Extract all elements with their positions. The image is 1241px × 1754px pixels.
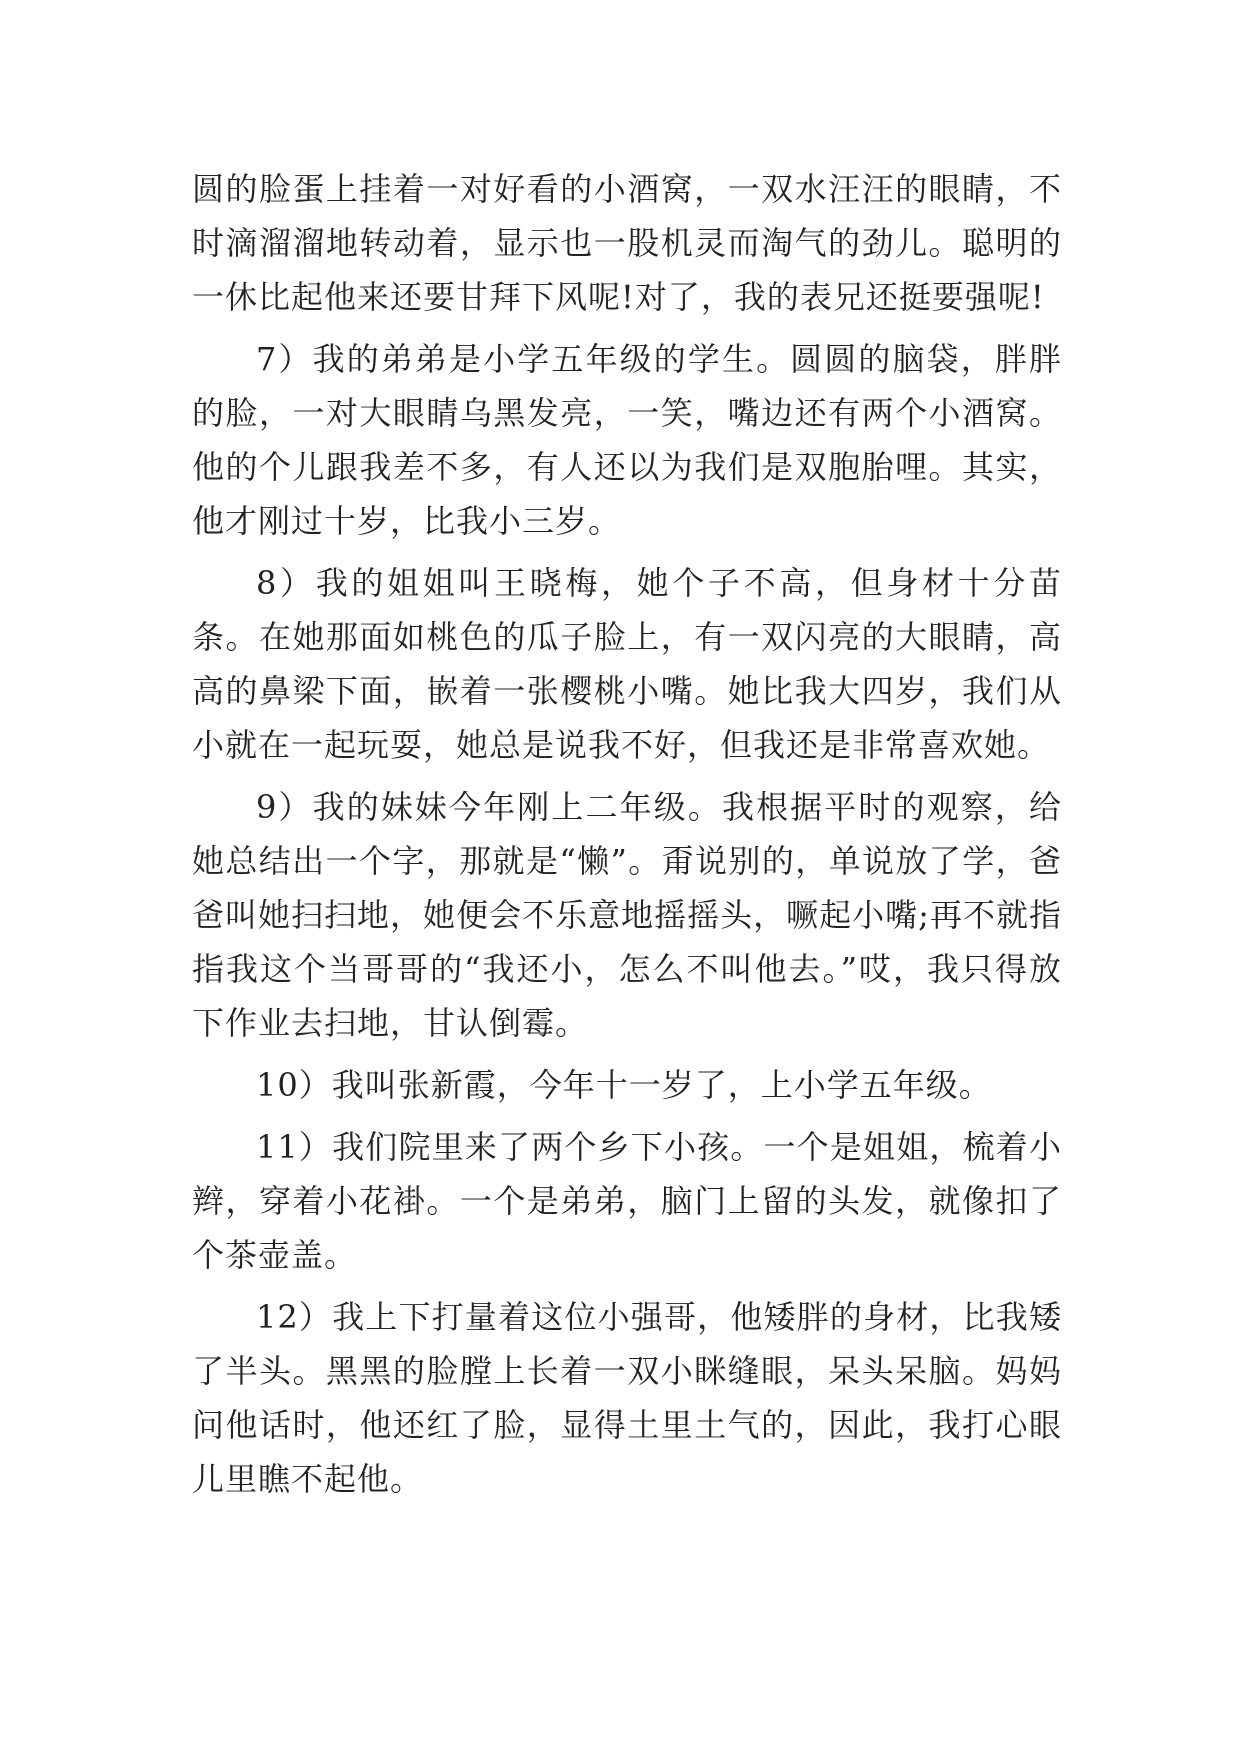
paragraph-continuation: 圆的脸蛋上挂着一对好看的小酒窝，一双水汪汪的眼睛，不时滴溜溜地转动着，显示也一股机灵而淘气的劲儿。聪明的一休比起他来还要甘拜下风呢!对了，我的表兄还挺要强呢! bbox=[192, 170, 1062, 316]
paragraph-9: 9）我的妹妹今年刚上二年级。我根据平时的观察，给她总结出一个字，那就是“懒”。甭说别的，单说放了学，爸爸叫她扫扫地，她便会不乐意地摇摇头，噘起小嘴;再不就指指我这个当哥哥的“我还小，怎么不叫他去。”哎，我只得放下作业去扫地，甘认倒霉。 bbox=[192, 788, 1062, 1042]
document-body bbox=[192, 162, 1062, 1506]
paragraph-10: 10）我叫张新霞，今年十一岁了，上小学五年级。 bbox=[256, 1066, 992, 1104]
paragraph-12: 12）我上下打量着这位小强哥，他矮胖的身材，比我矮了半头。黑黑的脸膛上长着一双小眯缝眼，呆头呆脑。妈妈问他话时，他还红了脸，显得土里土气的，因此，我打心眼儿里瞧不起他。 bbox=[192, 1298, 1062, 1498]
paragraph-11: 11）我们院里来了两个乡下小孩。一个是姐姐，梳着小辫，穿着小花褂。一个是弟弟，脑门上留的头发，就像扣了个茶壶盖。 bbox=[192, 1128, 1062, 1274]
paragraph-8: 8）我的姐姐叫王晓梅，她个子不高，但身材十分苗条。在她那面如桃色的瓜子脸上，有一双闪亮的大眼睛，高高的鼻梁下面，嵌着一张樱桃小嘴。她比我大四岁，我们从小就在一起玩耍，她总是说我不好，但我还是非常喜欢她。 bbox=[192, 564, 1062, 764]
paragraph-7: 7）我的弟弟是小学五年级的学生。圆圆的脑袋，胖胖的脸，一对大眼睛乌黑发亮，一笑，嘴边还有两个小酒窝。他的个儿跟我差不多，有人还以为我们是双胞胎哩。其实，他才刚过十岁，比我小三岁。 bbox=[192, 340, 1062, 540]
